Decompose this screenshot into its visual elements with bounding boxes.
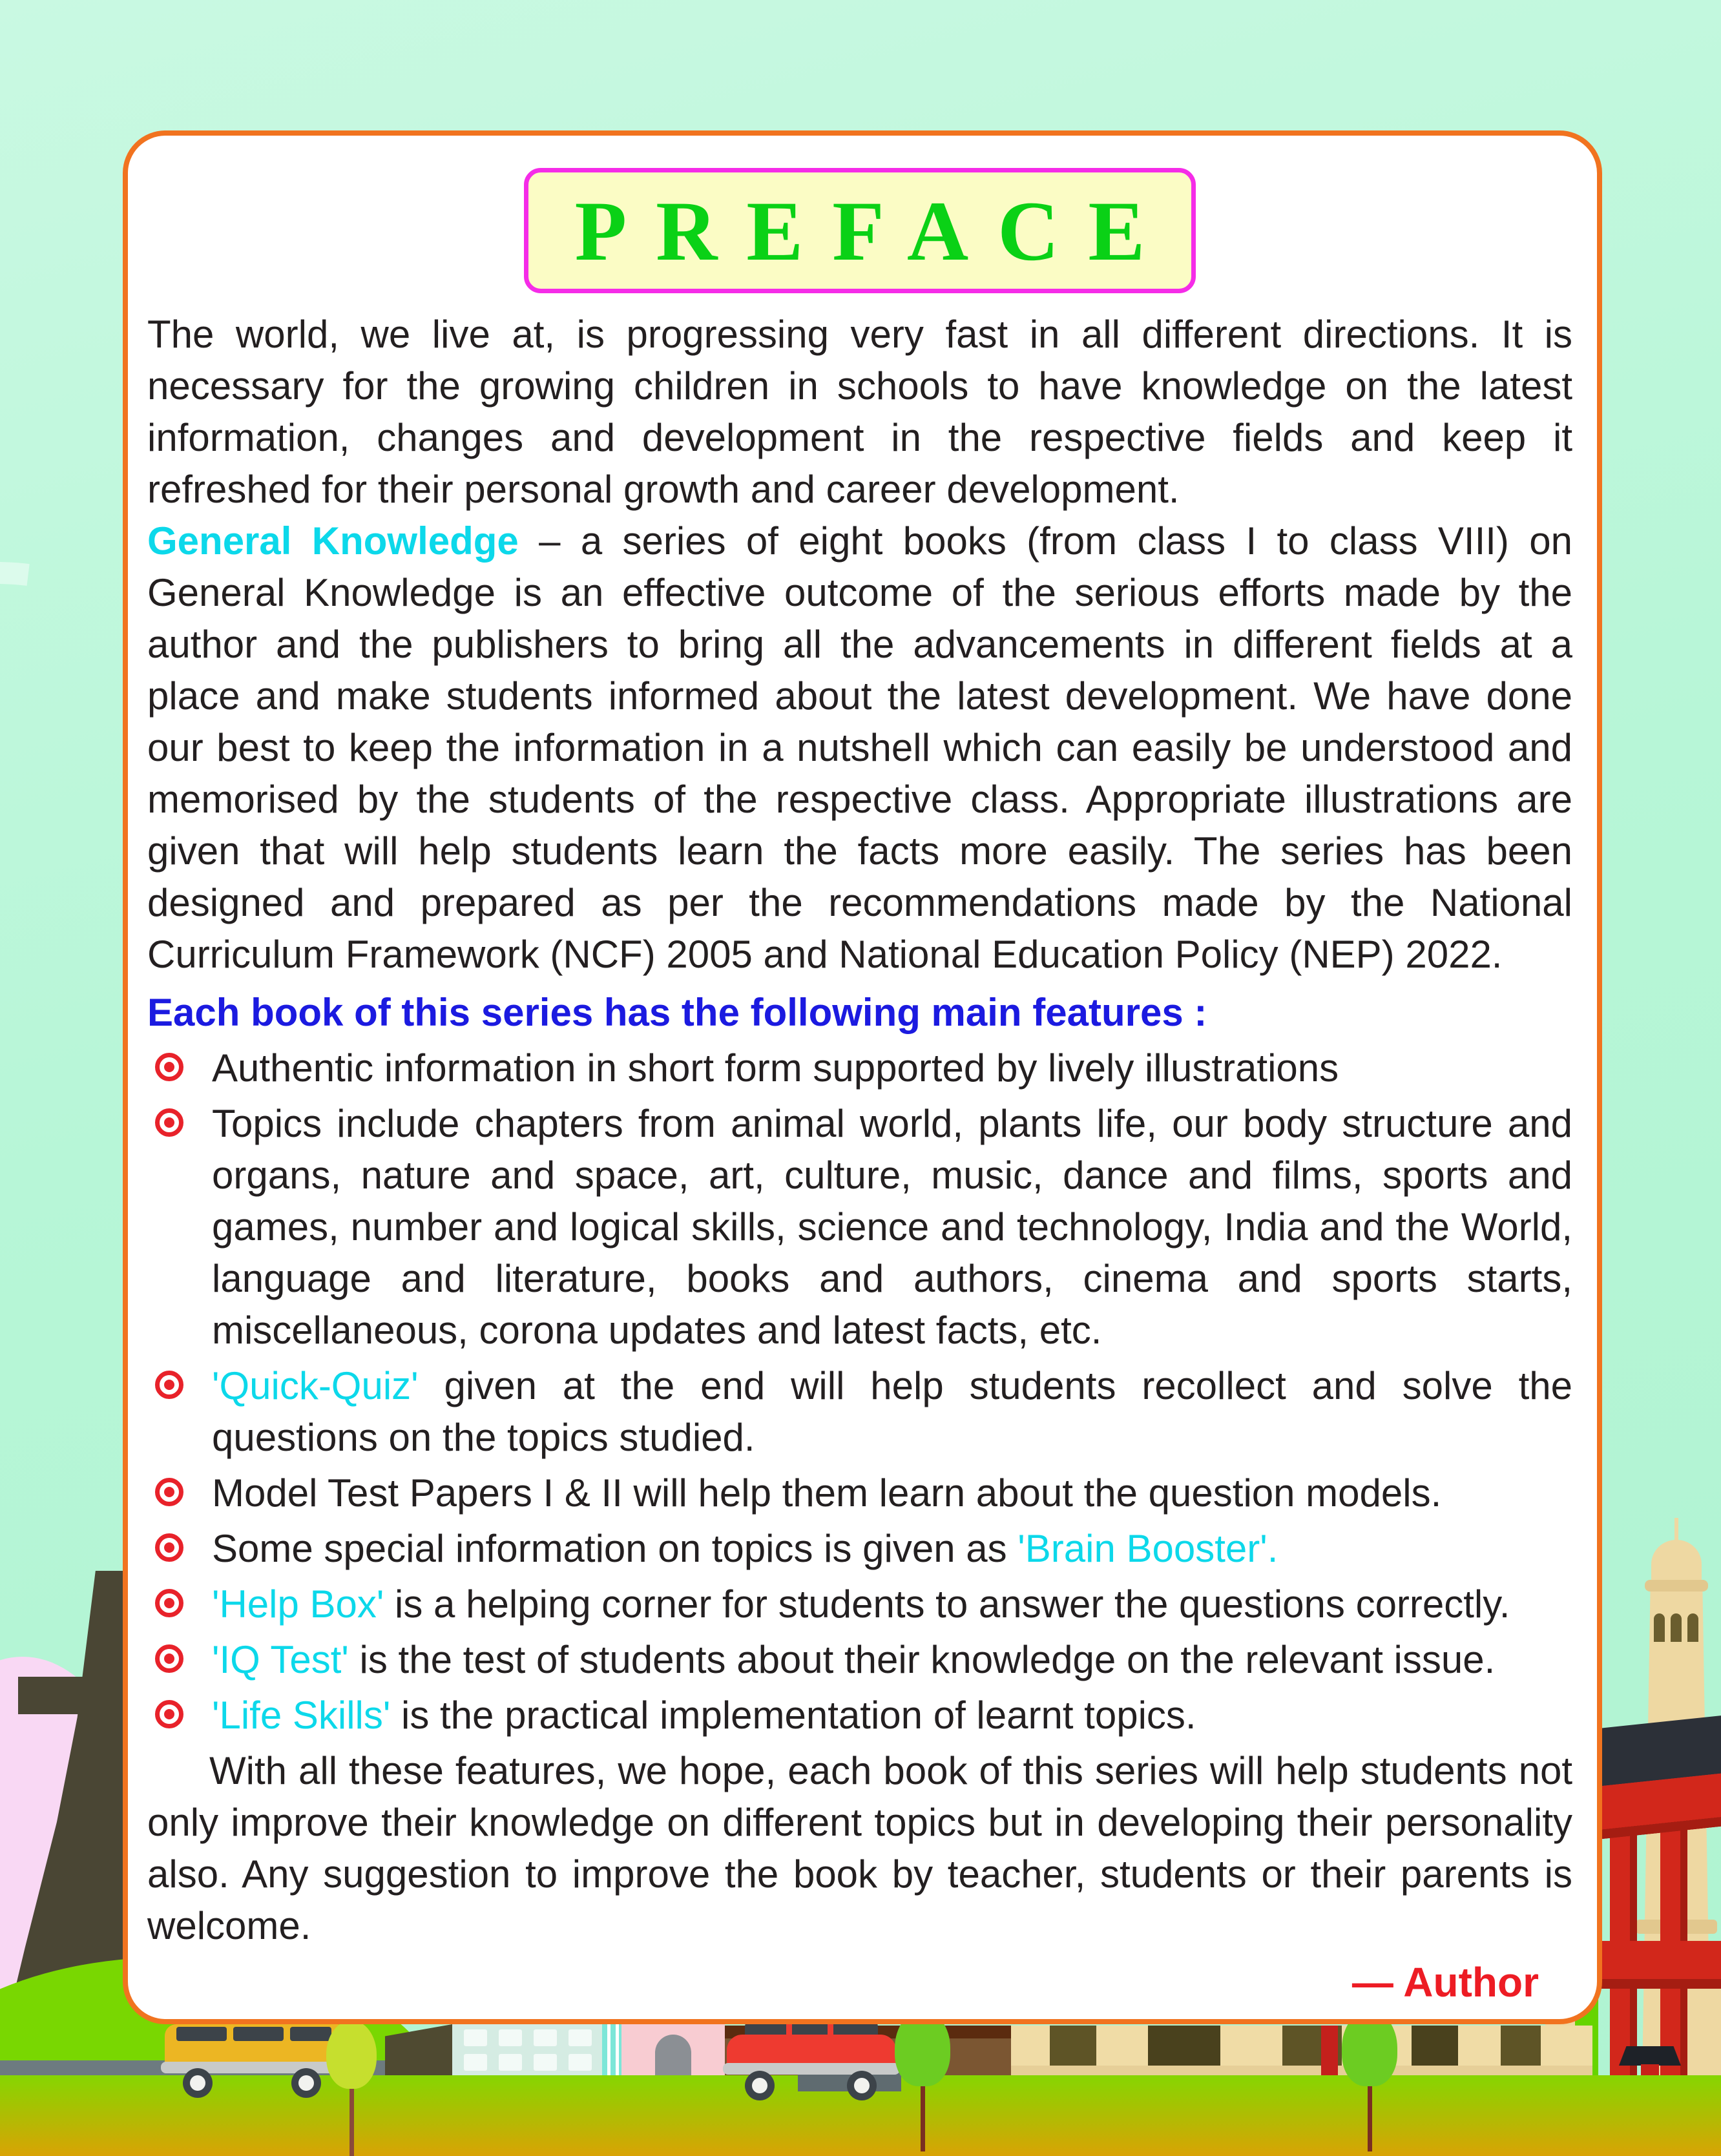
bus-wheel (183, 2068, 213, 2098)
feature-pre: Authentic information in short form supported by lively illustrations (212, 1046, 1339, 1090)
series-paragraph (147, 515, 1572, 980)
feature-post: is the practical implementation of learnt topics. (390, 1694, 1196, 1737)
bullet-column (147, 1098, 212, 1356)
target-bullet-icon (155, 1644, 183, 1673)
target-bullet-icon (155, 1478, 183, 1506)
feature-post: given at the end will help students recollect and solve the questions on the topics studied. (212, 1364, 1572, 1459)
bullet-dot (164, 1062, 174, 1072)
colonnade-gap (1148, 2026, 1220, 2066)
colonnade-gap (1501, 2026, 1541, 2066)
bullet-dot (164, 1117, 174, 1128)
colonnade-gap (1412, 2026, 1458, 2066)
car-bumper (723, 2063, 900, 2075)
feature-item (147, 1098, 1572, 1356)
colonnade-gap (1050, 2026, 1096, 2066)
feature-item (147, 1360, 1572, 1464)
yellow-bus-icon (165, 2018, 349, 2102)
car-wheel (847, 2071, 877, 2100)
feature-text (212, 1042, 1572, 1094)
bus-wheel (291, 2068, 321, 2098)
preface-card (123, 130, 1602, 2024)
bullet-column (147, 1467, 212, 1519)
bus-window (233, 2027, 284, 2041)
feature-text (212, 1579, 1572, 1630)
tree-foliage (326, 2020, 377, 2089)
bullet-dot (164, 1653, 174, 1664)
page-title: PREFACE (574, 183, 1174, 278)
feature-term: 'Quick-Quiz' (212, 1364, 419, 1407)
feature-item (147, 1579, 1572, 1630)
closing-paragraph: With all these features, we hope, each book of this series will help students not only improve their knowledge on different topics but in developing their personality also. Any suggestion to improve the book by teacher, students or their parents is welcome. (147, 1749, 1572, 1947)
bullet-dot (164, 1598, 174, 1608)
red-car-icon (727, 2019, 896, 2097)
shrine-roof (1619, 2046, 1681, 2066)
feature-post: is the test of students about their knowledge on the relevant issue. (348, 1638, 1496, 1681)
feature-term: 'Life Skills' (212, 1694, 391, 1737)
target-bullet-icon (155, 1371, 183, 1399)
arch-door (655, 2035, 691, 2078)
building-window (568, 2029, 592, 2046)
feature-text (212, 1634, 1572, 1686)
building-window (534, 2054, 557, 2071)
target-bullet-icon (155, 1108, 183, 1137)
bullet-column (147, 1634, 212, 1686)
bullet-column (147, 1579, 212, 1630)
feature-item (147, 1634, 1572, 1686)
feature-pre: Some special information on topics is given as (212, 1527, 1018, 1570)
preface-title-box (524, 168, 1196, 293)
intro-paragraph: The world, we live at, is progressing very fast in all different directions. It is necessary for the growing children in schools to have knowledge on the latest information, changes and development in the respective fields and keep it refreshed for their personal growth and career development. (147, 313, 1572, 511)
series-name: General Knowledge (147, 519, 519, 563)
building-window (568, 2054, 592, 2071)
feature-item (147, 1467, 1572, 1519)
feature-text (212, 1098, 1572, 1356)
feature-item (147, 1690, 1572, 1741)
small-tree-icon (326, 2020, 378, 2117)
green-tree-icon (1342, 2010, 1399, 2117)
target-bullet-icon (155, 1533, 183, 1562)
series-paragraph-text: – a series of eight books (from class I to class VIII) on General Knowledge is an effective outcome of the serious efforts made by the author and the publishers to bring all the advancements in different fields at a place and make students informed about the latest development. We have done our best to keep the information in a nutshell which can easily be understood and memorised by the students of the respective class. Appropriate illustrations are given that will help students learn the facts more easily. The series has been designed and prepared as per the recommendations made by the National Curriculum Framework (NCF) 2005 and National Education Policy (NEP) 2022. (147, 519, 1572, 976)
feature-text (212, 1690, 1572, 1741)
target-bullet-icon (155, 1700, 183, 1728)
bullet-dot (164, 1709, 174, 1719)
feature-text (212, 1360, 1572, 1464)
feature-post: is a helping corner for students to answer the questions correctly. (384, 1582, 1510, 1626)
minaret-finial (1674, 1518, 1678, 1542)
feature-pre: Topics include chapters from animal world, plants life, our body structure and organs, nature and space, art, culture, music, dance and films, sports and games, number and logical skills, science and technology, India and the World, language and literature, books and authors, cinema and sports starts, miscellaneous, corona updates and latest facts, etc. (212, 1102, 1572, 1352)
window-building (452, 2024, 621, 2078)
bullet-column (147, 1360, 212, 1464)
bullet-dot (164, 1487, 174, 1497)
minaret-window (1687, 1613, 1698, 1642)
feature-item (147, 1042, 1572, 1094)
colonnade-building (1011, 2026, 1592, 2077)
building-window (464, 2029, 487, 2046)
feature-item (147, 1523, 1572, 1575)
author-signature: — Author (1351, 1959, 1539, 2006)
feature-term: 'Brain Booster'. (1017, 1527, 1278, 1570)
green-tree-icon (895, 2010, 952, 2117)
target-bullet-icon (155, 1053, 183, 1081)
feature-pre: Model Test Papers I & II will help them learn about the question models. (212, 1471, 1442, 1515)
minaret-collar (1645, 1580, 1708, 1591)
minaret-window (1671, 1613, 1682, 1642)
target-bullet-icon (155, 1589, 183, 1617)
features-heading: Each book of this series has the following main features : (147, 991, 1207, 1034)
minaret-window (1654, 1613, 1665, 1642)
building-window (499, 2054, 522, 2071)
bullet-column (147, 1523, 212, 1575)
car-wheel (745, 2071, 775, 2100)
feature-term: 'IQ Test' (212, 1638, 349, 1681)
teal-stripe-building (602, 2024, 621, 2078)
bullet-dot (164, 1380, 174, 1390)
feature-text (212, 1467, 1572, 1519)
red-post (1321, 2026, 1338, 2077)
building-window (499, 2029, 522, 2046)
bullet-column (147, 1690, 212, 1741)
bus-window (290, 2027, 331, 2041)
feature-text (212, 1523, 1572, 1575)
bus-window (176, 2027, 227, 2041)
building-window (534, 2029, 557, 2046)
building-window (464, 2054, 487, 2071)
bullet-dot (164, 1542, 174, 1553)
bullet-column (147, 1042, 212, 1094)
feature-term: 'Help Box' (212, 1582, 384, 1626)
